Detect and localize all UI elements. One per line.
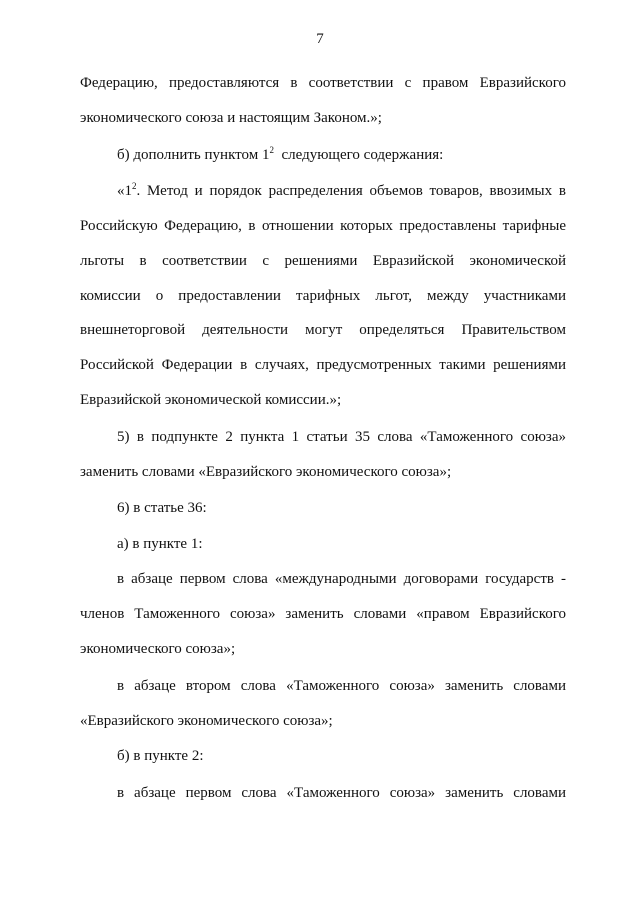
text-line: льготы в соответствии с решениями Евразийской экономической [80, 253, 566, 269]
text-fragment: б) дополнить пунктом 1 [117, 147, 270, 163]
text-line: Федерацию, предоставляются в соответствии с правом Евразийского [80, 75, 566, 91]
text-line: 5) в подпункте 2 пункта 1 статьи 35 слова «Таможенного союза» [117, 429, 566, 445]
paragraph-1-2-line [117, 182, 566, 200]
text-line: в абзаце втором слова «Таможенного союза» заменить словами [117, 678, 566, 694]
text-line: а) в пункте 1: [117, 536, 203, 552]
text-line: экономического союза»; [80, 641, 236, 657]
text-line: в абзаце первом слова «международными договорами государств - [117, 571, 566, 587]
text-fragment: «1 [117, 183, 132, 199]
text-line: заменить словами «Евразийского экономического союза»; [80, 464, 452, 480]
text-line: Российской Федерации в случаях, предусмотренных такими решениями [80, 357, 566, 373]
paragraph-b-line [117, 146, 566, 164]
text-line: членов Таможенного союза» заменить словами «правом Евразийского [80, 606, 566, 622]
superscript: 2 [132, 181, 137, 191]
text-line: экономического союза и настоящим Законом.»; [80, 110, 382, 126]
text-line: комиссии о предоставлении тарифных льгот, между участниками [80, 288, 566, 304]
page-number: 7 [316, 31, 324, 47]
text-line: «Евразийского экономического союза»; [80, 713, 333, 729]
text-fragment: . Метод и порядок распределения объемов товаров, ввозимых в [136, 183, 566, 199]
text-line: внешнеторговой деятельности могут определяться Правительством [80, 322, 566, 338]
text-line: Евразийской экономической комиссии.»; [80, 392, 342, 408]
text-line: Российскую Федерацию, в отношении которых предоставлены тарифные [80, 218, 566, 234]
text-line: б) в пункте 2: [117, 748, 204, 764]
text-line: 6) в статье 36: [117, 500, 207, 516]
superscript: 2 [269, 145, 274, 155]
text-fragment: следующего содержания: [281, 147, 444, 163]
text-line: в абзаце первом слова «Таможенного союза» заменить словами [117, 785, 566, 801]
